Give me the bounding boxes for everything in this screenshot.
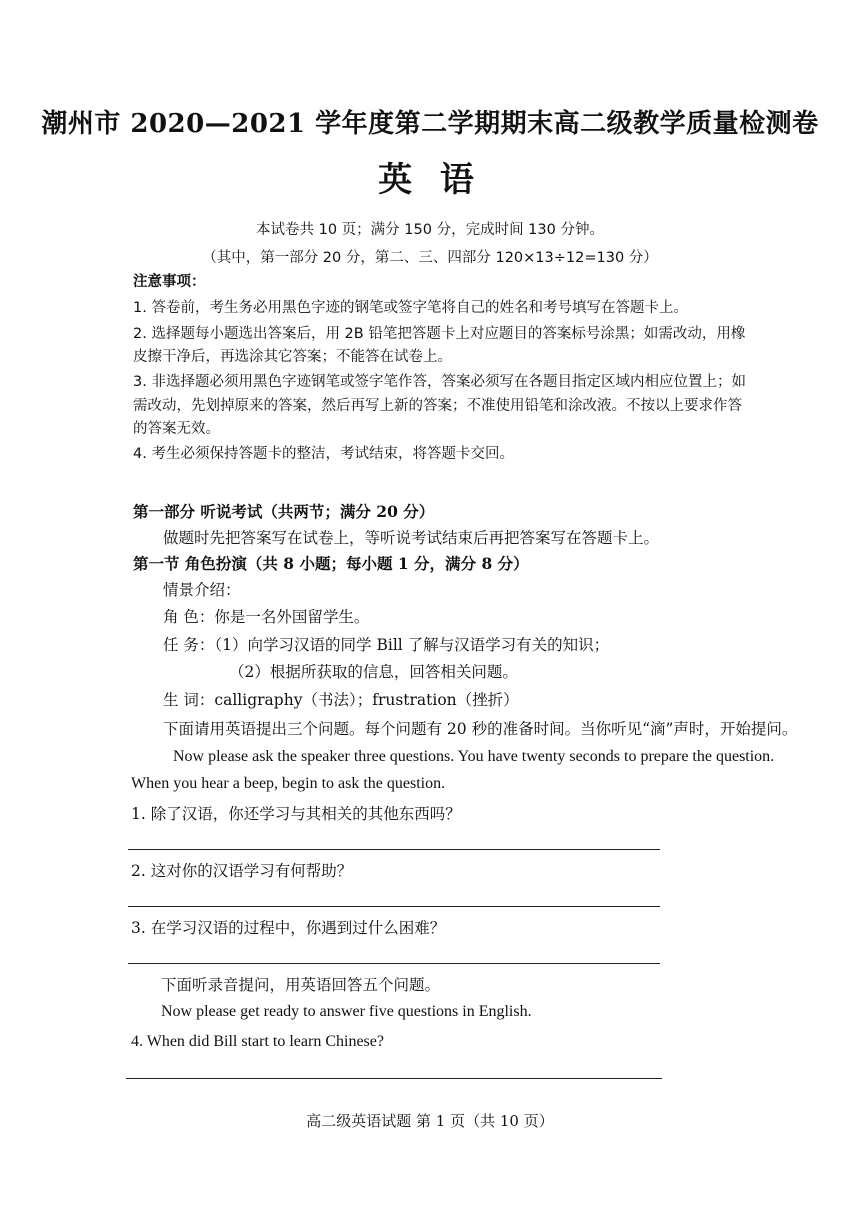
note-item-2-cont: 皮擦干净后，再选涂其它答案；不能答在试卷上。 (133, 349, 452, 365)
task-line-2: （2）根据所获取的信息，回答相关问题。 (229, 663, 518, 681)
exam-info-line-2: （其中，第一部分 20 分，第二、三、四部分 120×13÷12=130 分） (202, 250, 658, 266)
section1-heading: 第一节 角色扮演（共 8 小题；每小题 1 分，满分 8 分） (133, 554, 529, 573)
question-2: 2. 这对你的汉语学习有何帮助？ (131, 862, 353, 880)
notes-heading: 注意事项： (133, 274, 206, 290)
scenario-label: 情景介绍： (163, 581, 241, 599)
role-line: 角 色：你是一名外国留学生。 (163, 608, 370, 626)
exam-title: 潮州市 2020—2021 学年度第二学期期末高二级教学质量检测卷 (41, 109, 819, 139)
question-3: 3. 在学习汉语的过程中，你遇到过什么困难？ (131, 919, 446, 937)
answer-line-4[interactable] (126, 1078, 662, 1079)
note-item-3-cont-2: 的答案无效。 (133, 421, 220, 437)
note-item-3-cont: 需改动，先划掉原来的答案，然后再写上新的答案；不准使用铅笔和涂改液。不按以上要求作答 (133, 398, 742, 414)
ask-instruction-en-2: When you hear a beep, begin to ask the question. (131, 775, 446, 792)
part1-instruction: 做题时先把答案写在试卷上，等听说考试结束后再把答案写在答题卡上。 (163, 529, 660, 547)
answer-line-1[interactable] (128, 849, 660, 850)
vocab-line: 生 词：calligraphy（书法）；frustration（挫折） (163, 691, 519, 709)
exam-info-line-1: 本试卷共 10 页；满分 150 分，完成时间 130 分钟。 (256, 222, 604, 238)
answer-instruction-cn: 下面听录音提问，用英语回答五个问题。 (161, 976, 441, 994)
part1-heading: 第一部分 听说考试（共两节；满分 20 分） (133, 502, 435, 521)
subject-title: 英 语 (378, 160, 482, 200)
note-item-1: 1. 答卷前，考生务必用黑色字迹的钢笔或签字笔将自己的姓名和考号填写在答题卡上。 (133, 300, 688, 316)
note-item-2: 2. 选择题每小题选出答案后，用 2B 铅笔把答题卡上对应题目的答案标号涂黑；如需改动，用橡 (133, 326, 746, 342)
task-line-1: 任 务：（1）向学习汉语的同学 Bill 了解与汉语学习有关的知识； (163, 636, 610, 654)
question-4: 4. When did Bill start to learn Chinese? (131, 1033, 384, 1050)
answer-line-2[interactable] (128, 906, 660, 907)
answer-instruction-en: Now please get ready to answer five questions in English. (161, 1003, 532, 1020)
answer-line-3[interactable] (128, 963, 660, 964)
note-item-3: 3. 非选择题必须用黑色字迹钢笔或签字笔作答，答案必须写在各题目指定区域内相应位置上；如 (133, 374, 746, 390)
question-1: 1. 除了汉语，你还学习与其相关的其他东西吗？ (131, 805, 461, 823)
ask-instruction-cn: 下面请用英语提出三个问题。每个问题有 20 秒的准备时间。当你听见“滴”声时，开始提问。 (163, 720, 798, 738)
note-item-4: 4. 考生必须保持答题卡的整洁，考试结束，将答题卡交回。 (133, 446, 514, 462)
ask-instruction-en-1: Now please ask the speaker three questions. You have twenty seconds to prepare the question. (173, 748, 775, 765)
page-footer: 高二级英语试题 第 1 页（共 10 页） (306, 1112, 554, 1130)
